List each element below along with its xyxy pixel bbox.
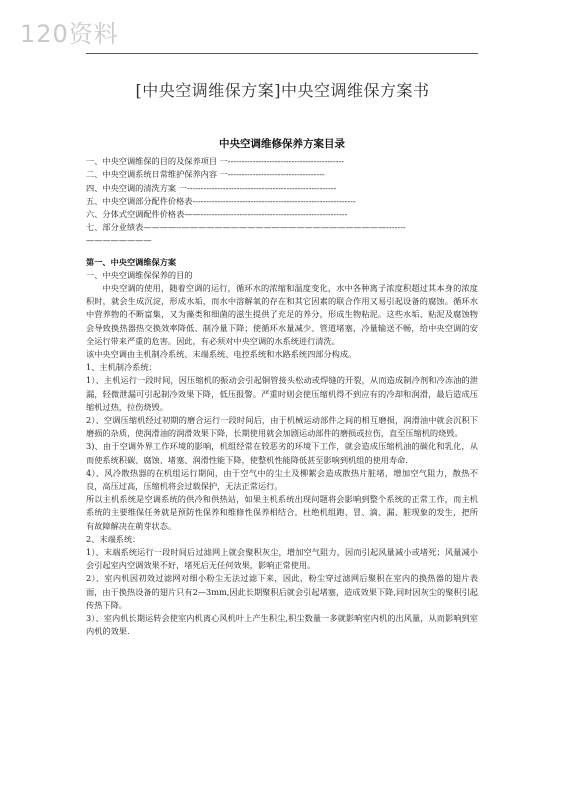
- toc-item[interactable]: 七、部分业绩表————--—————————————————————————-------: [86, 222, 406, 233]
- paragraph: 该中央空调由主机制冷系统、末端系统、电控系统和水路系统四部分构成。: [86, 348, 357, 359]
- section-heading: 第一、中央空调维保方案: [86, 256, 177, 267]
- paragraph: 中央空调的使用，随着空调的运行，循环水的浓缩和温度变化，水中各种离子浓度积超过其本身的浓度积时，就会生成沉淀，形成水垢，而水中溶解氧的存在和其它因素的联合作用又易引起设备的腐蚀。循环水中营养物的不断富集，又为藻类和细菌的滋生提供了充足的养分，形成生物粘泥。这些水垢、粘泥及腐蚀物会导致换热器热交换效率降低、制冷量下降；使循环水量减少、管道堵塞，冷量输送不畅，给中央空调的安全运行带来严重的危害。因此，有必须对中央空调的水系统进行清洗。: [86, 282, 478, 346]
- document-body: [86, 138, 478, 638]
- subsection-heading: 1、主机制冷系统：: [86, 362, 157, 373]
- subsection-heading: 一、中央空调维保保养的目的: [86, 269, 193, 280]
- toc-item[interactable]: 五、中央空调部分配件价格表-----------------------------------------------------------: [86, 195, 356, 206]
- paragraph: 2）、空调压缩机经过初期的磨合运行一段时间后，由于机械运动部件之间的相互磨损，润滑油中就会沉积下磨损的杂质，使润滑油的润滑效果下降，长期使用就会加剧运动部件的磨损或拉伤，直至压缩机的烧毁。: [86, 414, 478, 439]
- watermark-logo: 120资料: [20, 20, 119, 48]
- toc-item[interactable]: 一、中央空调维保的目的及保养项目 一------------------------------------------: [86, 156, 344, 167]
- paragraph: 2）、室内机因初效过滤网对细小粉尘无法过滤下来，因此，粉尘穿过滤网后聚积在室内的换热器的翅片表面，由于换热设备的翅片只有2—3mm,因此长期聚积后就会引起堵塞，造成效果下降,同时因灰尘的聚积引起传热下降。: [86, 573, 478, 610]
- toc-item[interactable]: 二、中央空调系统日常维护保养内容 一-----------------------------------: [86, 169, 325, 180]
- paragraph: 3）、室内机长期运转会使室内机离心风机叶上产生积尘,积尘数量一多就影响室内机的出风量，从而影响到室内机的效果.: [86, 613, 478, 637]
- toc-item[interactable]: 四、中央空调的清洗方案 一------------------------------------------------------: [86, 182, 337, 193]
- header-rule: [86, 53, 478, 54]
- paragraph: 所以主机系统是空调系统的供冷和供热站，如果主机系统出现问题将会影响到整个系统的正常工作，而主机系统的主要维保任务就是预防性保养和维修性保养相结合，杜绝机组跑、冒、滴、漏、脏现象的发生，把所有故障解决在萌芽状态。: [86, 494, 478, 531]
- subsection-heading: 2、末端系统：: [86, 533, 141, 544]
- document-title: [中央空调维保方案]中央空调维保方案书: [135, 81, 430, 100]
- toc-continuation: ————————: [86, 235, 152, 246]
- paragraph: 1）、末端系统运行一段时间后过滤网上就会聚积灰尘，增加空气阻力，因而引起风量减小或堵死；风量减小会引起室内空调效果不好，堵死后无任何效果，影响正常使用。: [86, 547, 478, 571]
- paragraph: 1）、主机运行一段时间，因压缩机的振动会引起铜管接头松动或焊缝的开裂，从而造成制冷剂和冷冻油的泄漏，轻微泄漏可引起制冷效果下降，低压报警。严重时则会使压缩机得不到应有的冷却和润滑，最后造成压缩机过热，拉伤烧毁。: [86, 375, 478, 412]
- paragraph: 4）、风冷散热器的在机组运行期间，由于空气中的尘土及柳絮会造成散热片脏堵，增加空气阻力，散热不良，高压过高，压缩机将会过载保护，无法正常运行。: [86, 467, 478, 491]
- table-of-contents: [86, 155, 478, 234]
- paragraph: 3)、由于空调外界工作环境的影响，机组经常在较恶劣的环境下工作，就会造成压缩机油的碳化和乳化，从而使系统积碳、腐蚀、堵塞、润滑性能下降，使整机性能降低甚至影响到机组的使用寿命.: [86, 441, 478, 465]
- toc-heading: 中央空调维修保养方案目录: [219, 138, 345, 150]
- toc-item[interactable]: 六、分体式空调配件价格表——-----------------------------------------------------: [86, 208, 348, 219]
